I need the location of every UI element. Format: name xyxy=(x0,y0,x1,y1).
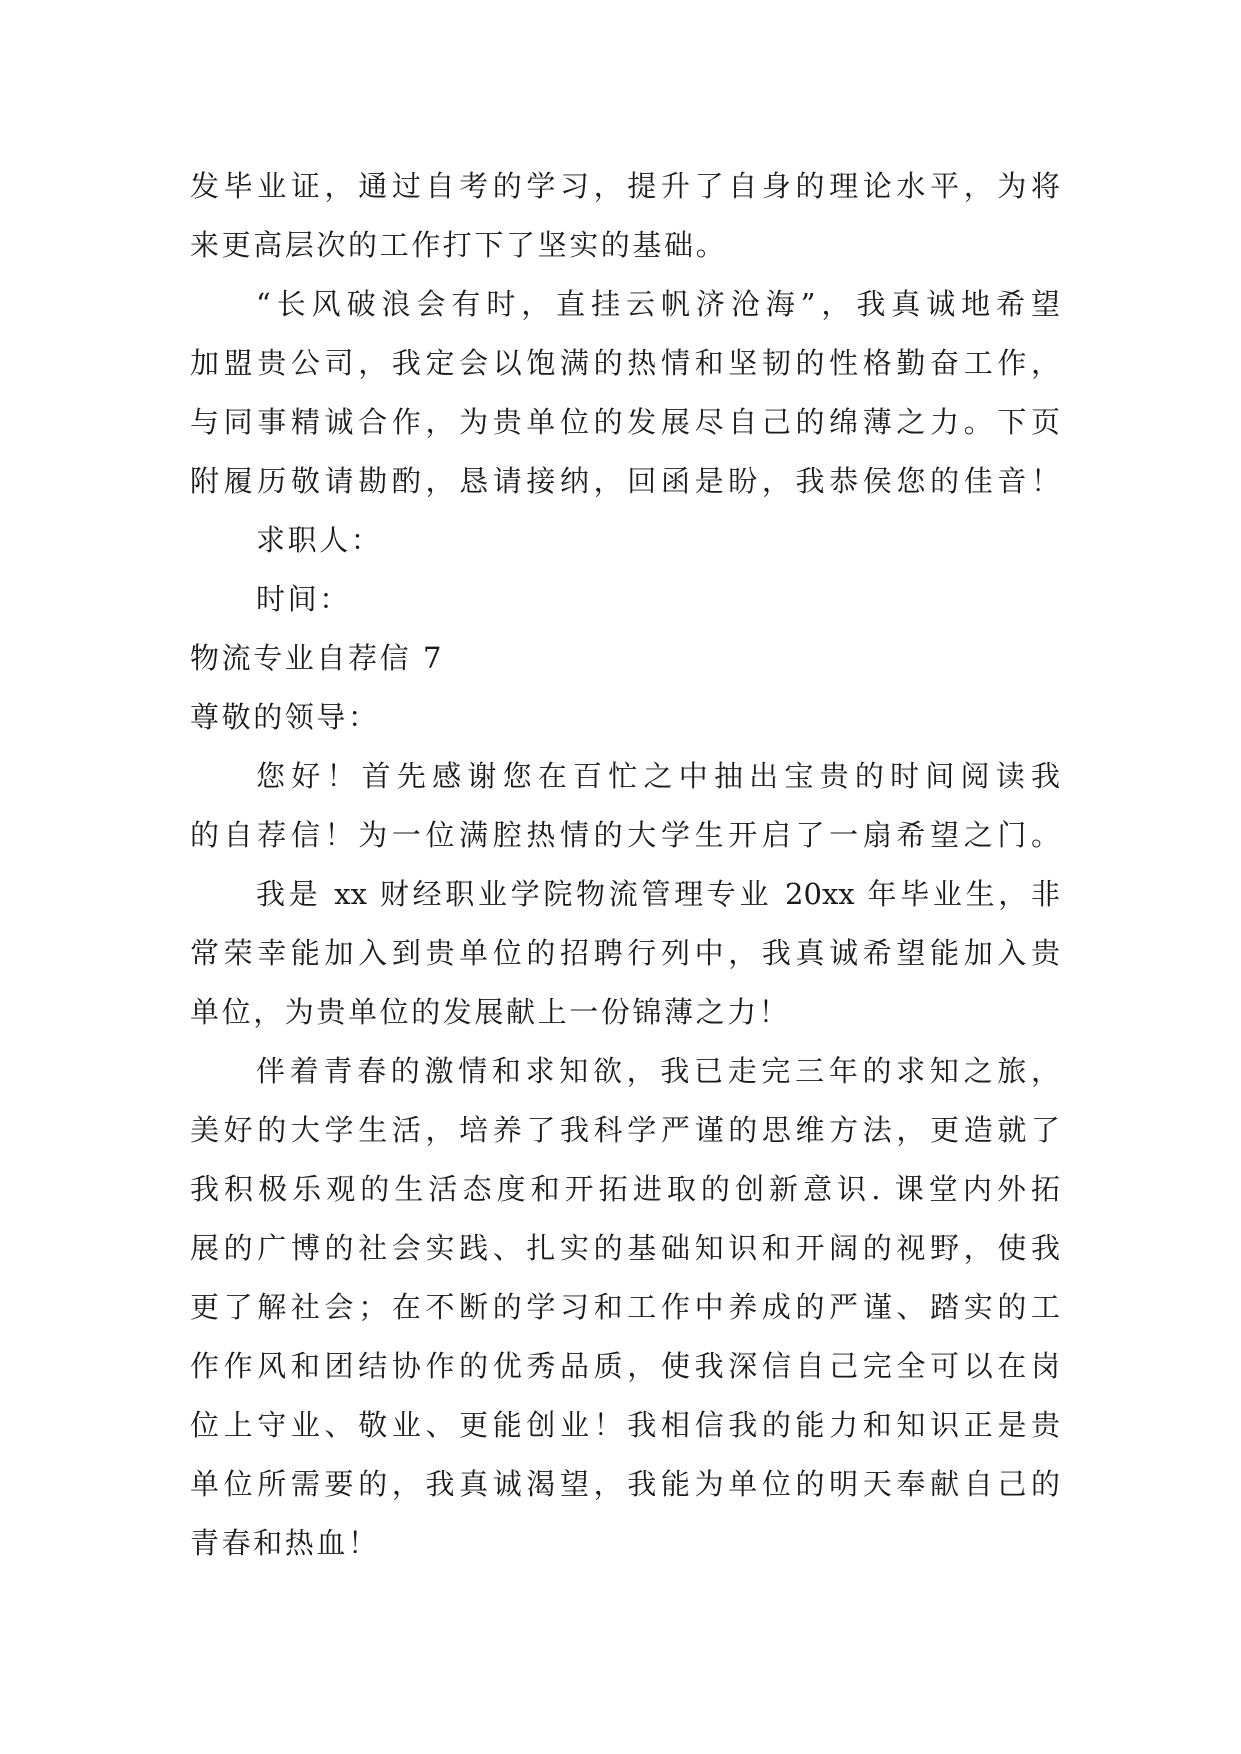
text-line: 美好的大学生活，培养了我科学严谨的思维方法，更造就了 xyxy=(190,1113,1060,1147)
text-line: 的自荐信！为一位满腔热情的大学生开启了一扇希望之门。 xyxy=(190,818,1060,852)
text-line: 位上守业、敬业、更能创业！我相信我的能力和知识正是贵 xyxy=(190,1408,1060,1442)
text-line: 我是 xx 财经职业学院物流管理专业 20xx 年毕业生，非 xyxy=(256,877,1060,911)
salutation: 尊敬的领导： xyxy=(190,700,380,734)
text-line: 与同事精诚合作，为贵单位的发展尽自己的绵薄之力。下页 xyxy=(190,405,1060,439)
text-line: 更了解社会；在不断的学习和工作中养成的严谨、踏实的工 xyxy=(190,1290,1060,1324)
text-line: 单位，为贵单位的发展献上一份锦薄之力！ xyxy=(190,995,791,1029)
text-line: 您好！首先感谢您在百忙之中抽出宝贵的时间阅读我 xyxy=(256,759,1060,793)
text-line: 青春和热血！ xyxy=(190,1526,380,1560)
text-line: 伴着青春的激情和求知欲，我已走完三年的求知之旅， xyxy=(256,1054,1060,1088)
section-title: 物流专业自荐信 7 xyxy=(190,641,445,675)
text-line: 来更高层次的工作打下了坚实的基础。 xyxy=(190,228,728,262)
text-line: 作作风和团结协作的优秀品质，使我深信自己完全可以在岗 xyxy=(190,1349,1060,1383)
document-page xyxy=(190,157,1060,1573)
signature-label: 求职人： xyxy=(256,523,383,557)
text-line: 单位所需要的，我真诚渴望，我能为单位的明天奉献自己的 xyxy=(190,1467,1060,1501)
text-line: 展的广博的社会实践、扎实的基础知识和开阔的视野，使我 xyxy=(190,1231,1060,1265)
text-line: “长风破浪会有时，直挂云帆济沧海”，我真诚地希望 xyxy=(256,287,1060,321)
text-line: 我积极乐观的生活态度和开拓进取的创新意识. 课堂内外拓 xyxy=(190,1172,1060,1206)
text-line: 发毕业证，通过自考的学习，提升了自身的理论水平，为将 xyxy=(190,169,1060,203)
date-label: 时间： xyxy=(256,582,351,616)
text-line: 加盟贵公司，我定会以饱满的热情和坚韧的性格勤奋工作， xyxy=(190,346,1060,380)
text-line: 常荣幸能加入到贵单位的招聘行列中，我真诚希望能加入贵 xyxy=(190,936,1060,970)
text-line: 附履历敬请勘酌，恳请接纳，回函是盼，我恭侯您的佳音！ xyxy=(190,464,1060,498)
